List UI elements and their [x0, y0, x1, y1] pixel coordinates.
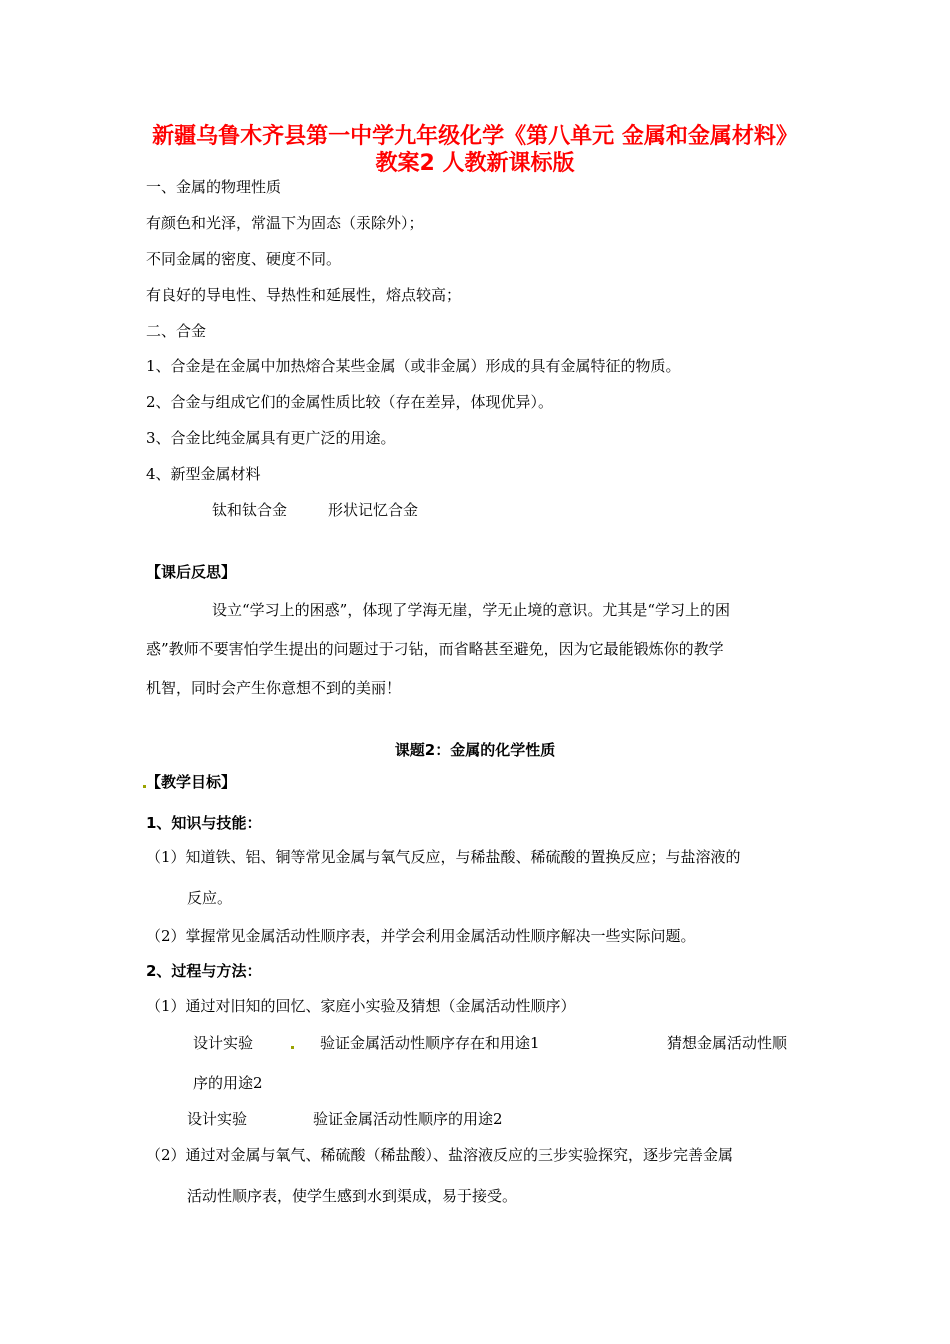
reflection-text-line: 设立“学习上的困惑”，体现了学海无崖，学无止境的意识。尤其是“学习上的困	[212, 601, 731, 619]
section1-item: 有颜色和光泽，常温下为固态（汞除外）；	[146, 214, 424, 232]
process-item1: （1）通过对旧知的回忆、家庭小实验及猜想（金属活动性顺序）	[146, 997, 576, 1015]
material-shape-memory: 形状记忆合金	[328, 501, 419, 519]
reflection-text-line: 惑”教师不要害怕学生提出的问题过于刁钻，而省略甚至避免，因为它最能锻炼你的教学	[146, 640, 724, 658]
document-title-line1: 新疆乌鲁木齐县第一中学九年级化学《第八单元 金属和金属材料》	[152, 124, 798, 149]
knowledge-item1: （1）知道铁、铝、铜等常见金属与氧气反应，与稀盐酸、稀硫酸的置换反应；与盐溶液的	[146, 848, 741, 866]
knowledge-heading: 1、知识与技能：	[146, 814, 262, 832]
section2-item: 3、合金比纯金属具有更广泛的用途。	[146, 429, 396, 447]
flow1-verify: 验证金属活动性顺序存在和用途1	[320, 1034, 540, 1052]
lesson-title: 课题2：金属的化学性质	[394, 741, 556, 759]
knowledge-item1-cont: 反应。	[187, 889, 233, 907]
document-title-line2: 教案2 人教新课标版	[375, 151, 575, 176]
process-item2: （2）通过对金属与氧气、稀硫酸（稀盐酸）、盐溶液反应的三步实验探究，逐步完善金属	[146, 1146, 734, 1164]
section2-item: 1、合金是在金属中加热熔合某些金属（或非金属）形成的具有金属特征的物质。	[146, 357, 681, 375]
reflection-text-line: 机智，同时会产生你意想不到的美丽！	[146, 679, 402, 697]
flow1-guess: 猜想金属活动性顺	[667, 1034, 788, 1052]
section1-item: 有良好的导电性、导热性和延展性，熔点较高；	[146, 286, 462, 304]
reflection-heading: 【课后反思】	[146, 563, 237, 581]
material-titanium: 钛和钛合金	[212, 501, 288, 519]
section2-item: 2、合金与组成它们的金属性质比较（存在差异，体现优异）。	[146, 393, 554, 411]
section2-item: 4、新型金属材料	[146, 465, 261, 483]
goals-heading: 【教学目标】	[146, 773, 237, 791]
flow1-design-experiment: 设计实验	[193, 1034, 254, 1052]
flow2-design-experiment: 设计实验	[187, 1110, 248, 1128]
flow2-verify: 验证金属活动性顺序的用途2	[313, 1110, 503, 1128]
section2-heading: 二、合金	[146, 322, 207, 340]
process-item2-cont: 活动性顺序表，使学生感到水到渠成，易于接受。	[187, 1187, 518, 1205]
marker-dot	[291, 1046, 294, 1049]
section1-heading: 一、金属的物理性质	[146, 178, 282, 196]
flow1-guess-cont: 序的用途2	[193, 1074, 263, 1092]
knowledge-item2: （2）掌握常见金属活动性顺序表，并学会利用金属活动性顺序解决一些实际问题。	[146, 927, 696, 945]
process-heading: 2、过程与方法：	[146, 962, 262, 980]
section1-item: 不同金属的密度、硬度不同。	[146, 250, 342, 268]
